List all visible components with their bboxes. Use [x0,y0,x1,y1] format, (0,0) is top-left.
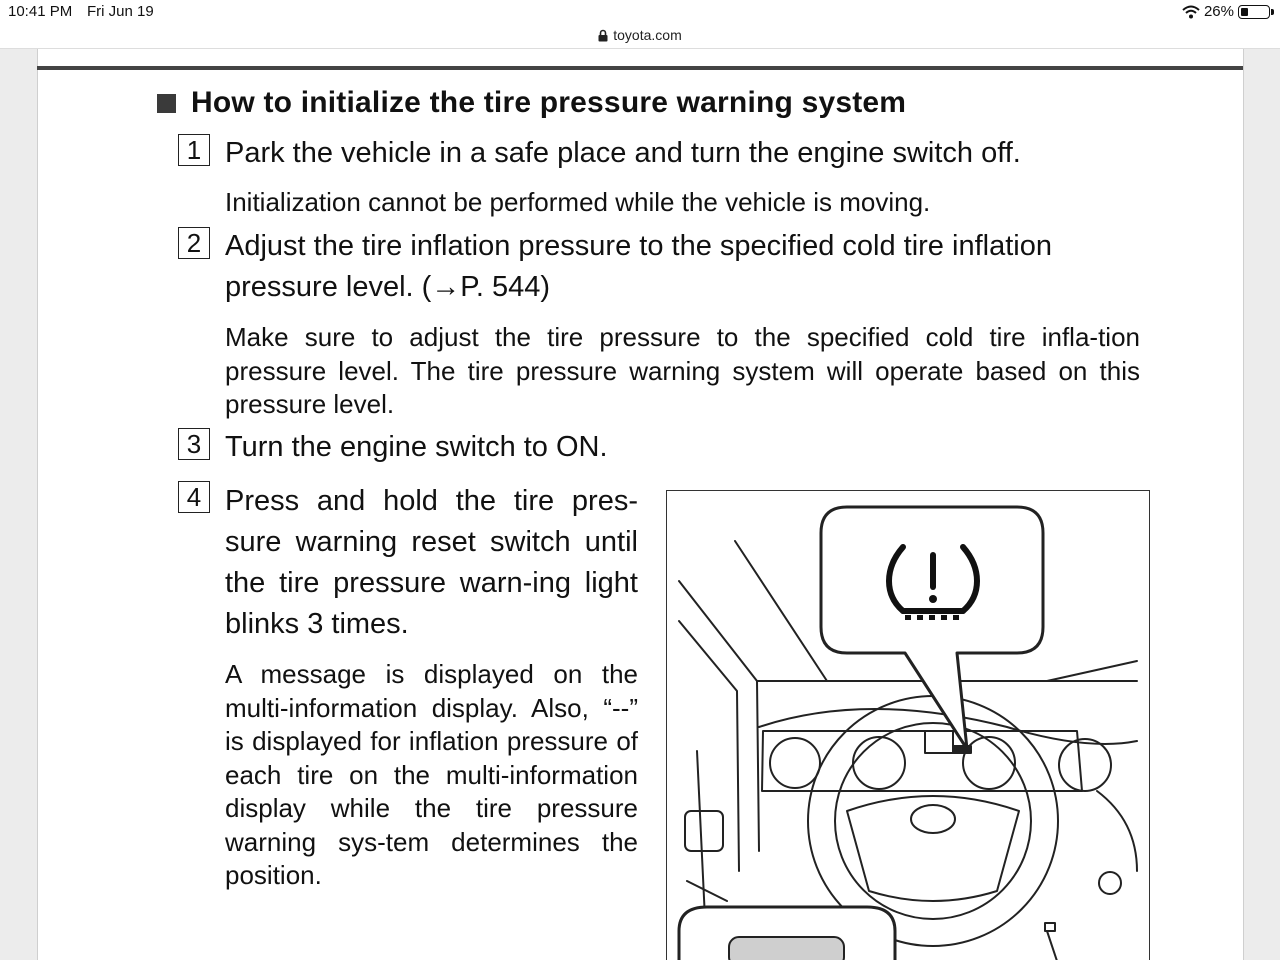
step-2-text [225,226,1165,308]
dashboard-illustration [666,490,1150,960]
wifi-icon [1182,5,1200,19]
status-time: 10:41 PM [8,3,73,20]
battery-icon [1238,5,1270,19]
battery-percent: 26% [1203,3,1234,20]
step-2-text-line2: pressure level. (→P. 544) [225,271,551,303]
step-4-note: A message is displayed on the multi-information display. Also, “--” is displayed for inflation pressure of each tire on the multi-information display while the tire pressure warning sys-tem determines the position. [225,659,638,890]
step-3-number: 3 [178,428,210,460]
section-heading-text: How to initialize the tire pressure warning system [191,86,907,119]
url-text[interactable]: toyota.com [613,27,682,43]
step-4-number: 4 [178,481,210,513]
step-2-number: 2 [178,227,210,259]
status-bar [0,0,1280,24]
step-1-number: 1 [178,134,210,166]
lock-icon [598,29,608,42]
step-3-text: Turn the engine switch to ON. [225,431,608,463]
section-heading [157,86,906,120]
battery-level [1241,8,1248,16]
step-4-text: Press and hold the tire pres-sure warning reset switch until the tire pressure warn-ing light blinks 3 times. [225,485,638,640]
step-2-text-line1: Adjust the tire inflation pressure to the specified cold tire inflation [225,230,1052,262]
status-date: Fri Jun 19 [87,3,154,20]
page-top-rule [37,66,1243,70]
dashboard-drawing [667,491,1150,960]
step-1-text: Park the vehicle in a safe place and turn the engine switch off. [225,137,1021,169]
heading-square-icon [157,94,176,113]
step-1-note: Initialization cannot be performed while the vehicle is moving. [225,187,931,217]
status-indicators [1182,3,1270,20]
step-2-note: Make sure to adjust the tire pressure to the specified cold tire infla-tion pressure level. The tire pressure warning system will operate based on this pressure level. [225,322,1140,419]
address-bar[interactable] [0,22,1280,48]
